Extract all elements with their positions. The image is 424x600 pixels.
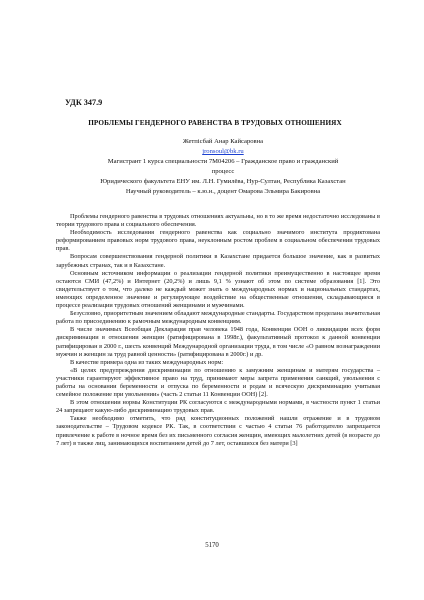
- paragraph: В качестве примера одна из таких международных норм:: [70, 358, 224, 366]
- paragraph: Вопросам совершенствования гендерной политики в Казахстане придается большое значение, как в развитых зарубежных странах, так и в Казахстане.: [56, 253, 380, 269]
- article-body: [56, 213, 380, 448]
- author-position: Магистрант 1 курса специальности 7М04206 – Гражданское право и гражданский процесс: [107, 158, 339, 175]
- paragraph: Необходимость исследования гендерного равенства как социально значимого института продиктована реформированием правовых норм трудового права, неуклонным ростом проблем в социальном обеспечении трудовых прав.: [56, 229, 380, 253]
- page-number: 5170: [205, 542, 219, 549]
- paragraph: В этом отношении нормы Конституции РК согласуются с международными нормами, в частности пункт 1 статьи 24 запрещают какую-либо дискриминацию трудовых прав.: [56, 399, 380, 415]
- author-faculty: Юридического факультета ЕНУ им. Л.Н. Гумилёва, Нур-Султан, Республика Казахстан: [100, 178, 346, 185]
- paper-title: ПРОБЛЕМЫ ГЕНДЕРНОГО РАВЕНСТВА В ТРУДОВЫХ ОТНОШЕНИЯХ: [88, 119, 342, 127]
- author-email-link[interactable]: jronsoul@bk.ru: [202, 148, 244, 155]
- paragraph: «В целях предупреждения дискриминации по отношению к замужним женщинам и матерям государства – участники гарантируют эффективное право на труд, принимают меры запрета применения санкций, увольнения с работы на основании беременности и отпуска по беременности и родам и всяческую дискриминацию учитывая семейное положение при увольнении» (часть 2 статьи 11 Конвенции ООН) [2].: [56, 366, 380, 399]
- udk-code: УДК 347.9: [65, 98, 103, 107]
- author-name: Жетпісбай Анар Кайсаровна: [182, 138, 264, 145]
- paragraph: В числе значимых Всеобщая Декларация прав человека 1948 года, Конвенция ООН о ликвидации всех форм дискриминации в отношении женщин (ратифицирована в 1998г.), факультативный протокол к данной конвенции ратифицирован в 2000 г., шесть конвенций Международной организации труда, в том числе «О равном вознаграждении мужчин и женщин за труд равной ценности» (ратифицирована в 2000г.) и др.: [56, 326, 380, 358]
- paragraph: Проблемы гендерного равенства в трудовых отношениях актуальны, но в то же время недостаточно исследованы в теории трудового права и социального обеспечения.: [56, 213, 380, 229]
- paragraph: Также необходимо отметить, что ряд конституционных положений нашли отражение и в трудовом законодательстве – Трудовом кодексе РК. Так, в соответствии с частью 4 статьи 76 работодателю запрещается привлечение к работе в ночное время без их письменного согласия женщин, имеющих малолетних детей (в возрасте до 7 лет) в также лиц, занимающихся воспитанием детей до 7 лет, оставшихся без матери [3]: [56, 415, 380, 447]
- supervisor: Научный руководитель – к.ю.н., доцент Омарова Эльмира Бакировна: [125, 188, 321, 195]
- author-block: [98, 137, 348, 197]
- paragraph: Основным источником информации о реализации гендерной политики преимущественно в настоящее время остаются СМИ (47,2%) и Интернет (20,2%) и лишь 9,1 % узнают об этом по системе образования [1]. Это свидетельствует о том, что далеко не каждый может знать о международных нормах и национальных стандартах, имеющих определенное значение и регулирующее воздействие на общественные отношения, складывающиеся в процессе реализации трудовых отношений женщинами и мужчинами.: [56, 269, 380, 310]
- paragraph: Безусловно, приоритетным значением обладают международные стандарты. Государством проделана значительная работа по присоединению к рамочным международным конвенциям.: [56, 310, 380, 326]
